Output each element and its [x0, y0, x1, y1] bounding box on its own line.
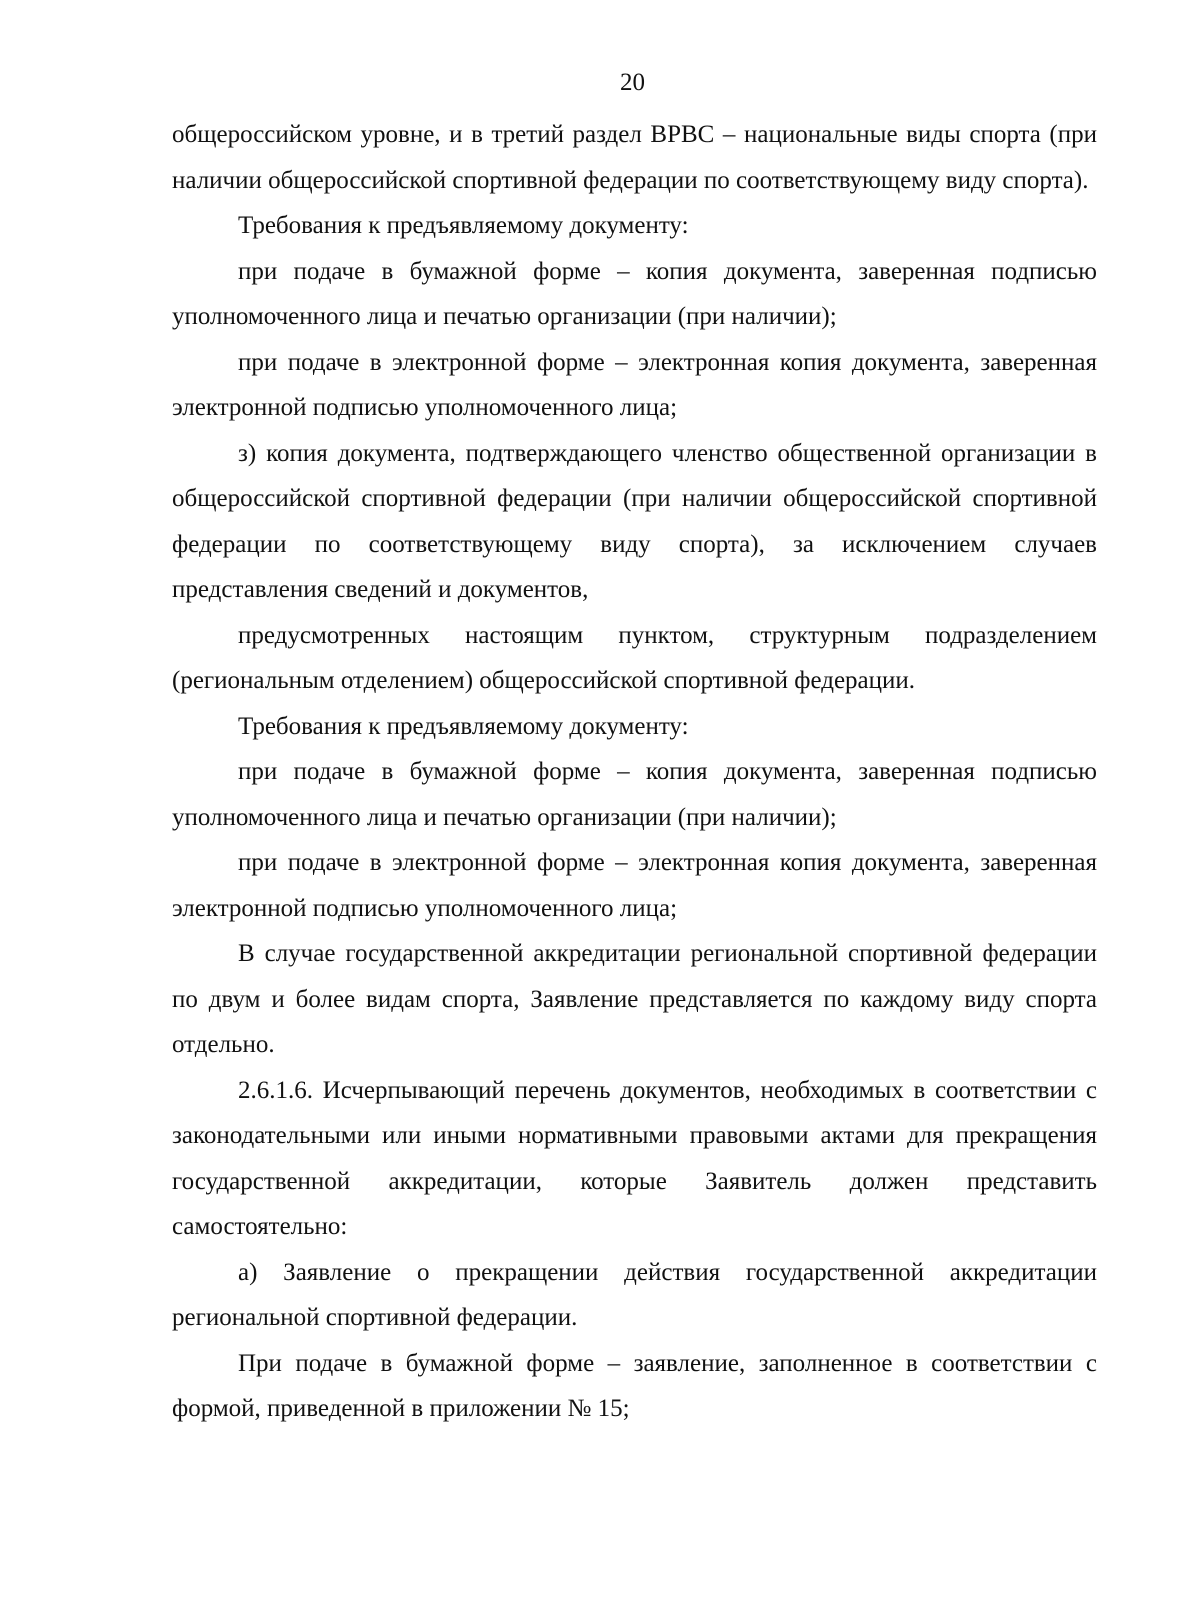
paragraph-section-2-6-1-6: 2.6.1.6. Исчерпывающий перечень документов, необходимых в соответствии с законодательными или иными нормативными правовыми актами для прекращения государственной аккредитации, которые Заявитель должен представить самостоятельно: [172, 1076, 1097, 1240]
document-body [172, 112, 1097, 1432]
paragraph-regional-division: предусмотренных настоящим пунктом, структурным подразделением (региональным отделением) общероссийской спортивной федерации. [172, 621, 1097, 694]
paragraph-electronic-form-copy: при подаче в электронной форме – электронная копия документа, заверенная электронной подписью уполномоченного лица; [172, 348, 1097, 421]
paragraph-requirements-heading: Требования к предъявляемому документу: [238, 212, 689, 239]
paragraph-item-a-application: а) Заявление о прекращении действия государственной аккредитации региональной спортивной федерации. [172, 1258, 1097, 1331]
paragraph-multiple-sports: В случае государственной аккредитации региональной спортивной федерации по двум и более видам спорта, Заявление представляется по каждому виду спорта отдельно. [172, 940, 1097, 1058]
paragraph-requirements-heading-2: Требования к предъявляемому документу: [238, 712, 689, 740]
paragraph-paper-form-copy: при подаче в бумажной форме – копия документа, заверенная подписью уполномоченного лица и печатью организации (при наличии); [172, 257, 1097, 330]
paragraph-electronic-form-copy-2: при подаче в электронной форме – электронная копия документа, заверенная электронной подписью уполномоченного лица; [172, 849, 1097, 922]
paragraph-paper-form-application: При подаче в бумажной форме – заявление, заполненное в соответствии с формой, приведенной в приложении № 15; [172, 1349, 1097, 1422]
paragraph-item-z-membership: з) копия документа, подтверждающего членство общественной организации в общероссийской спортивной федерации (при наличии общероссийской спортивной федерации по соответствующему виду спорта), за исключением случаев представления сведений и документов, [172, 439, 1097, 603]
paragraph-national-sports: общероссийском уровне, и в третий раздел ВРВС – национальные виды спорта (при наличии общероссийской спортивной федерации по соответствующему виду спорта). [172, 121, 1097, 194]
page-number: 20 [620, 69, 645, 96]
paragraph-paper-form-copy-2: при подаче в бумажной форме – копия документа, заверенная подписью уполномоченного лица и печатью организации (при наличии); [172, 758, 1097, 831]
